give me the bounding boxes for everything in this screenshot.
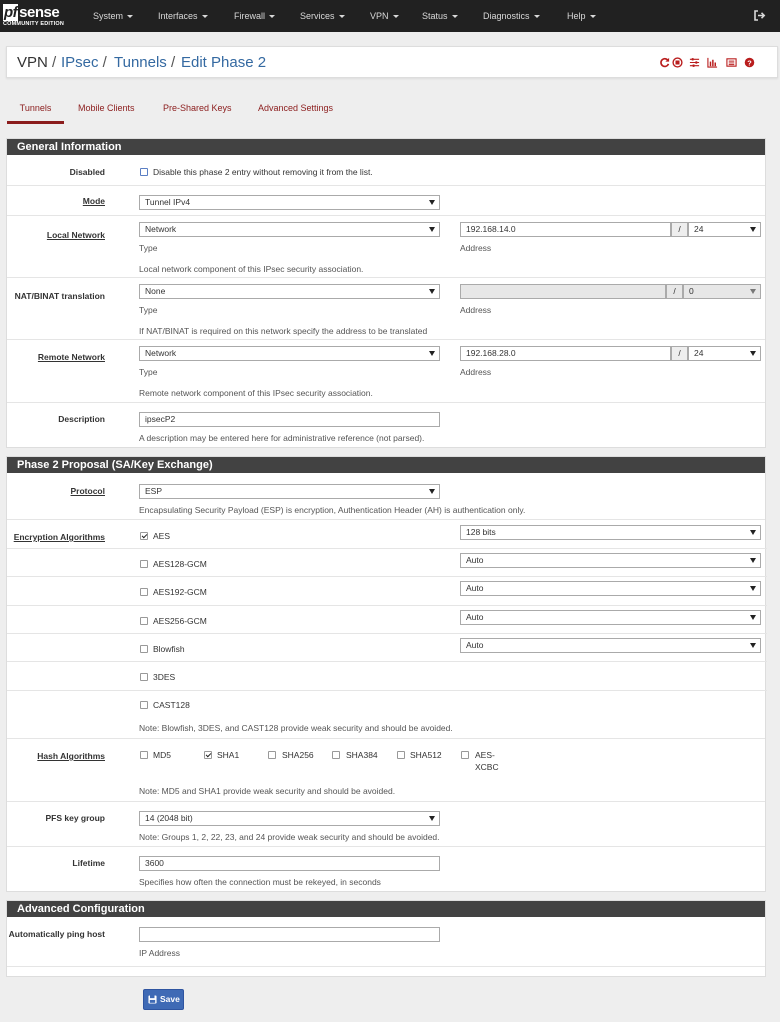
encryption-help: Note: Blowfish, 3DES, and CAST128 provide weak security and should be avoided. (139, 723, 453, 733)
lifetime-input[interactable]: 3600 (139, 856, 440, 871)
caret-down-icon (202, 15, 208, 18)
ping-host-row (7, 917, 765, 967)
caret-down-icon (534, 15, 540, 18)
nav-firewall-label: Firewall (234, 11, 266, 21)
protocol-label: Protocol (70, 486, 105, 496)
tab-pre-shared-keys[interactable]: Pre-Shared Keys (163, 103, 232, 113)
svg-text:?: ? (747, 58, 752, 68)
dropdown-arrow-icon (750, 351, 756, 356)
enc-blowfish-keylen-value: Auto (466, 640, 484, 650)
enc-aes256gcm-label: AES256-GCM (153, 616, 207, 626)
dropdown-arrow-icon (750, 530, 756, 535)
nat-address-input[interactable] (460, 284, 666, 299)
list-icon[interactable] (726, 56, 737, 69)
logo-pf: pf (4, 4, 18, 21)
nat-row (7, 278, 765, 340)
caret-down-icon (590, 15, 596, 18)
reload-icon[interactable] (659, 56, 670, 69)
local-address-caption: Address (460, 243, 492, 253)
nat-type-select[interactable] (139, 284, 440, 299)
caret-down-icon (452, 15, 458, 18)
sliders-icon[interactable] (689, 56, 700, 69)
remote-slash: / (671, 346, 688, 361)
stop-icon[interactable] (672, 56, 683, 69)
hash-md5-label: MD5 (153, 750, 171, 760)
enc-blowfish-keylen-select[interactable] (460, 638, 761, 653)
remote-network-label: Remote Network (37, 352, 105, 362)
enc-3des-label: 3DES (153, 672, 176, 682)
logo-wordmark (3, 4, 73, 21)
remote-mask-select[interactable] (688, 346, 761, 361)
pfs-row (7, 802, 765, 847)
hash-sha384-label: SHA384 (346, 750, 378, 760)
breadcrumb-tunnels[interactable]: Tunnels / (114, 54, 176, 71)
nat-help: If NAT/BINAT is required on this network specify the address to be translated (139, 326, 428, 336)
remote-help: Remote network component of this IPsec security association. (139, 388, 373, 398)
nav-diagnostics-label: Diagnostics (483, 11, 530, 21)
hash-sha1-label: SHA1 (217, 750, 240, 760)
divider (7, 605, 767, 606)
caret-down-icon (393, 15, 399, 18)
save-button[interactable] (143, 989, 184, 1010)
nav-status-label: Status (422, 11, 448, 21)
hash-sha512-label: SHA512 (410, 750, 442, 760)
breadcrumb (6, 46, 778, 78)
disabled-text: Disable this phase 2 entry without removing it from the list. (153, 167, 373, 177)
hash-sha1-checkbox[interactable] (204, 751, 212, 759)
hash-sha256-label: SHA256 (282, 750, 314, 760)
ping-host-input[interactable] (139, 927, 440, 942)
nav-vpn[interactable] (370, 0, 399, 32)
ping-host-label: Automatically ping host (8, 929, 105, 939)
hash-md5-checkbox[interactable] (140, 751, 148, 759)
enc-aes192gcm-keylen-select[interactable] (460, 581, 761, 596)
description-label: Description (58, 414, 105, 424)
caret-down-icon (339, 15, 345, 18)
top-navbar (0, 0, 780, 32)
lifetime-help: Specifies how often the connection must be rekeyed, in seconds (139, 877, 381, 887)
pfs-help: Note: Groups 1, 2, 22, 23, and 24 provide weak security and should be avoided. (139, 832, 440, 842)
dropdown-arrow-icon (750, 289, 756, 294)
hash-algorithms-label: Hash Algorithms (37, 751, 105, 761)
protocol-select[interactable] (139, 484, 440, 499)
breadcrumb-vpn-label: VPN (17, 54, 48, 71)
nat-mask-select[interactable] (683, 284, 761, 299)
caret-down-icon (269, 15, 275, 18)
save-label: Save (160, 994, 180, 1004)
dropdown-arrow-icon (429, 489, 435, 494)
hash-aesxcbc-label-line1: AES- (475, 750, 495, 760)
local-type-value: Network (145, 224, 177, 234)
nat-slash: / (666, 284, 683, 299)
nav-vpn-label: VPN (370, 11, 389, 21)
enc-aes192gcm-checkbox[interactable] (140, 588, 148, 596)
nav-services[interactable] (300, 0, 345, 32)
local-network-label: Local Network (46, 230, 105, 240)
local-type-caption: Type (139, 243, 158, 253)
pfs-label: PFS key group (45, 813, 105, 823)
encryption-algorithms-row (7, 520, 765, 739)
nat-label: NAT/BINAT translation (14, 291, 105, 301)
nav-system-label: System (93, 11, 124, 21)
section-title-general: General Information (7, 139, 765, 155)
mode-value: Tunnel IPv4 (145, 197, 191, 207)
breadcrumb-ipsec-label: IPsec (61, 54, 99, 71)
nat-address-caption: Address (460, 305, 492, 315)
protocol-row (7, 473, 765, 520)
local-help: Local network component of this IPsec security association. (139, 264, 364, 274)
enc-3des-checkbox[interactable] (140, 673, 148, 681)
enc-cast128-label: CAST128 (153, 700, 190, 710)
local-slash: / (671, 222, 688, 237)
hash-sha256-checkbox[interactable] (268, 751, 276, 759)
enc-aes256gcm-checkbox[interactable] (140, 617, 148, 625)
remote-address-input[interactable]: 192.168.28.0 (460, 346, 671, 361)
tab-advanced-settings[interactable]: Advanced Settings (258, 103, 334, 113)
enc-aes-checkbox[interactable] (140, 532, 148, 540)
dropdown-arrow-icon (750, 586, 756, 591)
protocol-help: Encapsulating Security Payload (ESP) is encryption, Authentication Header (AH) is authentication only. (139, 505, 526, 515)
mode-select[interactable] (139, 195, 440, 210)
nat-type-caption: Type (139, 305, 158, 315)
local-type-select[interactable] (139, 222, 440, 237)
description-row (7, 403, 765, 448)
section-title-advanced: Advanced Configuration (7, 901, 765, 917)
tab-mobile-clients[interactable]: Mobile Clients (78, 103, 135, 113)
mode-label: Mode (82, 196, 105, 206)
remote-address-caption: Address (460, 367, 492, 377)
divider (7, 661, 767, 662)
hash-aesxcbc-checkbox[interactable] (461, 751, 469, 759)
dropdown-arrow-icon (429, 200, 435, 205)
advanced-configuration-panel (6, 900, 766, 977)
dropdown-arrow-icon (429, 351, 435, 356)
lifetime-row (7, 847, 765, 892)
nav-help-label: Help (567, 11, 586, 21)
nav-interfaces-label: Interfaces (158, 11, 198, 21)
enc-aes192gcm-label: AES192-GCM (153, 587, 207, 597)
breadcrumb-tunnels-label: Tunnels (114, 54, 167, 71)
logo-sense: sense (19, 4, 60, 21)
disabled-row (7, 155, 765, 186)
enc-cast128-checkbox[interactable] (140, 701, 148, 709)
pfs-select[interactable] (139, 811, 440, 826)
local-mask-select[interactable] (688, 222, 761, 237)
nav-services-label: Services (300, 11, 335, 21)
divider (7, 576, 767, 577)
lifetime-label: Lifetime (72, 858, 105, 868)
enc-blowfish-checkbox[interactable] (140, 645, 148, 653)
enc-aes-keylen-select[interactable] (460, 525, 761, 540)
nav-help[interactable] (567, 0, 596, 32)
dropdown-arrow-icon (429, 289, 435, 294)
pfsense-logo[interactable] (3, 4, 73, 30)
ping-host-caption: IP Address (139, 948, 180, 958)
remote-type-caption: Type (139, 367, 158, 377)
dropdown-arrow-icon (750, 615, 756, 620)
protocol-value: ESP (145, 486, 163, 496)
enc-aes256gcm-keylen-select[interactable] (460, 610, 761, 625)
enc-aes192gcm-keylen-value: Auto (466, 583, 484, 593)
divider (7, 633, 767, 634)
nav-firewall[interactable] (234, 0, 275, 32)
remote-type-value: Network (145, 348, 177, 358)
breadcrumb-vpn: VPN / (17, 54, 57, 71)
nat-type-value: None (145, 286, 166, 296)
page-title[interactable]: Edit Phase 2 (181, 54, 267, 71)
local-address-input[interactable]: 192.168.14.0 (460, 222, 671, 237)
disabled-label: Disabled (69, 167, 105, 177)
dropdown-arrow-icon (750, 643, 756, 648)
remote-type-select[interactable] (139, 346, 440, 361)
dropdown-arrow-icon (429, 816, 435, 821)
remote-mask-value: 24 (694, 348, 704, 358)
enc-aes128gcm-checkbox[interactable] (140, 560, 148, 568)
nav-interfaces[interactable] (158, 0, 208, 32)
local-network-row (7, 216, 765, 278)
divider (7, 548, 767, 549)
encryption-algorithms-label: Encryption Algorithms (13, 532, 105, 542)
enc-aes-keylen-value: 128 bits (466, 527, 496, 537)
dropdown-arrow-icon (750, 227, 756, 232)
tab-tunnels[interactable]: Tunnels (7, 98, 64, 124)
description-help: A description may be entered here for administrative reference (not parsed). (139, 433, 425, 443)
local-mask-value: 24 (694, 224, 704, 234)
remote-network-row (7, 340, 765, 403)
enc-aes128gcm-keylen-value: Auto (466, 555, 484, 565)
enc-aes-label: AES (153, 531, 171, 541)
dropdown-arrow-icon (750, 558, 756, 563)
enc-aes128gcm-keylen-select[interactable] (460, 553, 761, 568)
hash-algorithms-row (7, 739, 765, 802)
hash-aesxcbc-label-line2: XCBC (475, 762, 499, 772)
enc-aes128gcm-label: AES128-GCM (153, 559, 207, 569)
description-input[interactable]: ipsecP2 (139, 412, 440, 427)
section-title-phase2: Phase 2 Proposal (SA/Key Exchange) (7, 457, 765, 473)
divider (7, 690, 767, 691)
pfs-value: 14 (2048 bit) (145, 813, 193, 823)
mode-row (7, 186, 765, 216)
nav-status[interactable] (422, 0, 458, 32)
logout-icon[interactable] (753, 9, 766, 22)
nat-mask-value: 0 (689, 286, 694, 296)
nav-system[interactable] (93, 0, 133, 32)
logo-subtitle: COMMUNITY EDITION (3, 21, 65, 27)
hash-sha384-checkbox[interactable] (332, 751, 340, 759)
chart-icon[interactable] (707, 56, 718, 69)
hash-sha512-checkbox[interactable] (397, 751, 405, 759)
save-icon (148, 995, 157, 1004)
help-icon[interactable] (744, 56, 755, 69)
disabled-checkbox[interactable] (140, 168, 148, 176)
general-information-panel (6, 138, 766, 448)
caret-down-icon (127, 15, 133, 18)
breadcrumb-ipsec[interactable]: IPsec / (61, 54, 107, 71)
phase2-proposal-panel (6, 456, 766, 892)
nav-diagnostics[interactable] (483, 0, 540, 32)
enc-blowfish-label: Blowfish (153, 644, 185, 654)
hash-help: Note: MD5 and SHA1 provide weak security and should be avoided. (139, 786, 396, 796)
dropdown-arrow-icon (429, 227, 435, 232)
enc-aes256gcm-keylen-value: Auto (466, 612, 484, 622)
